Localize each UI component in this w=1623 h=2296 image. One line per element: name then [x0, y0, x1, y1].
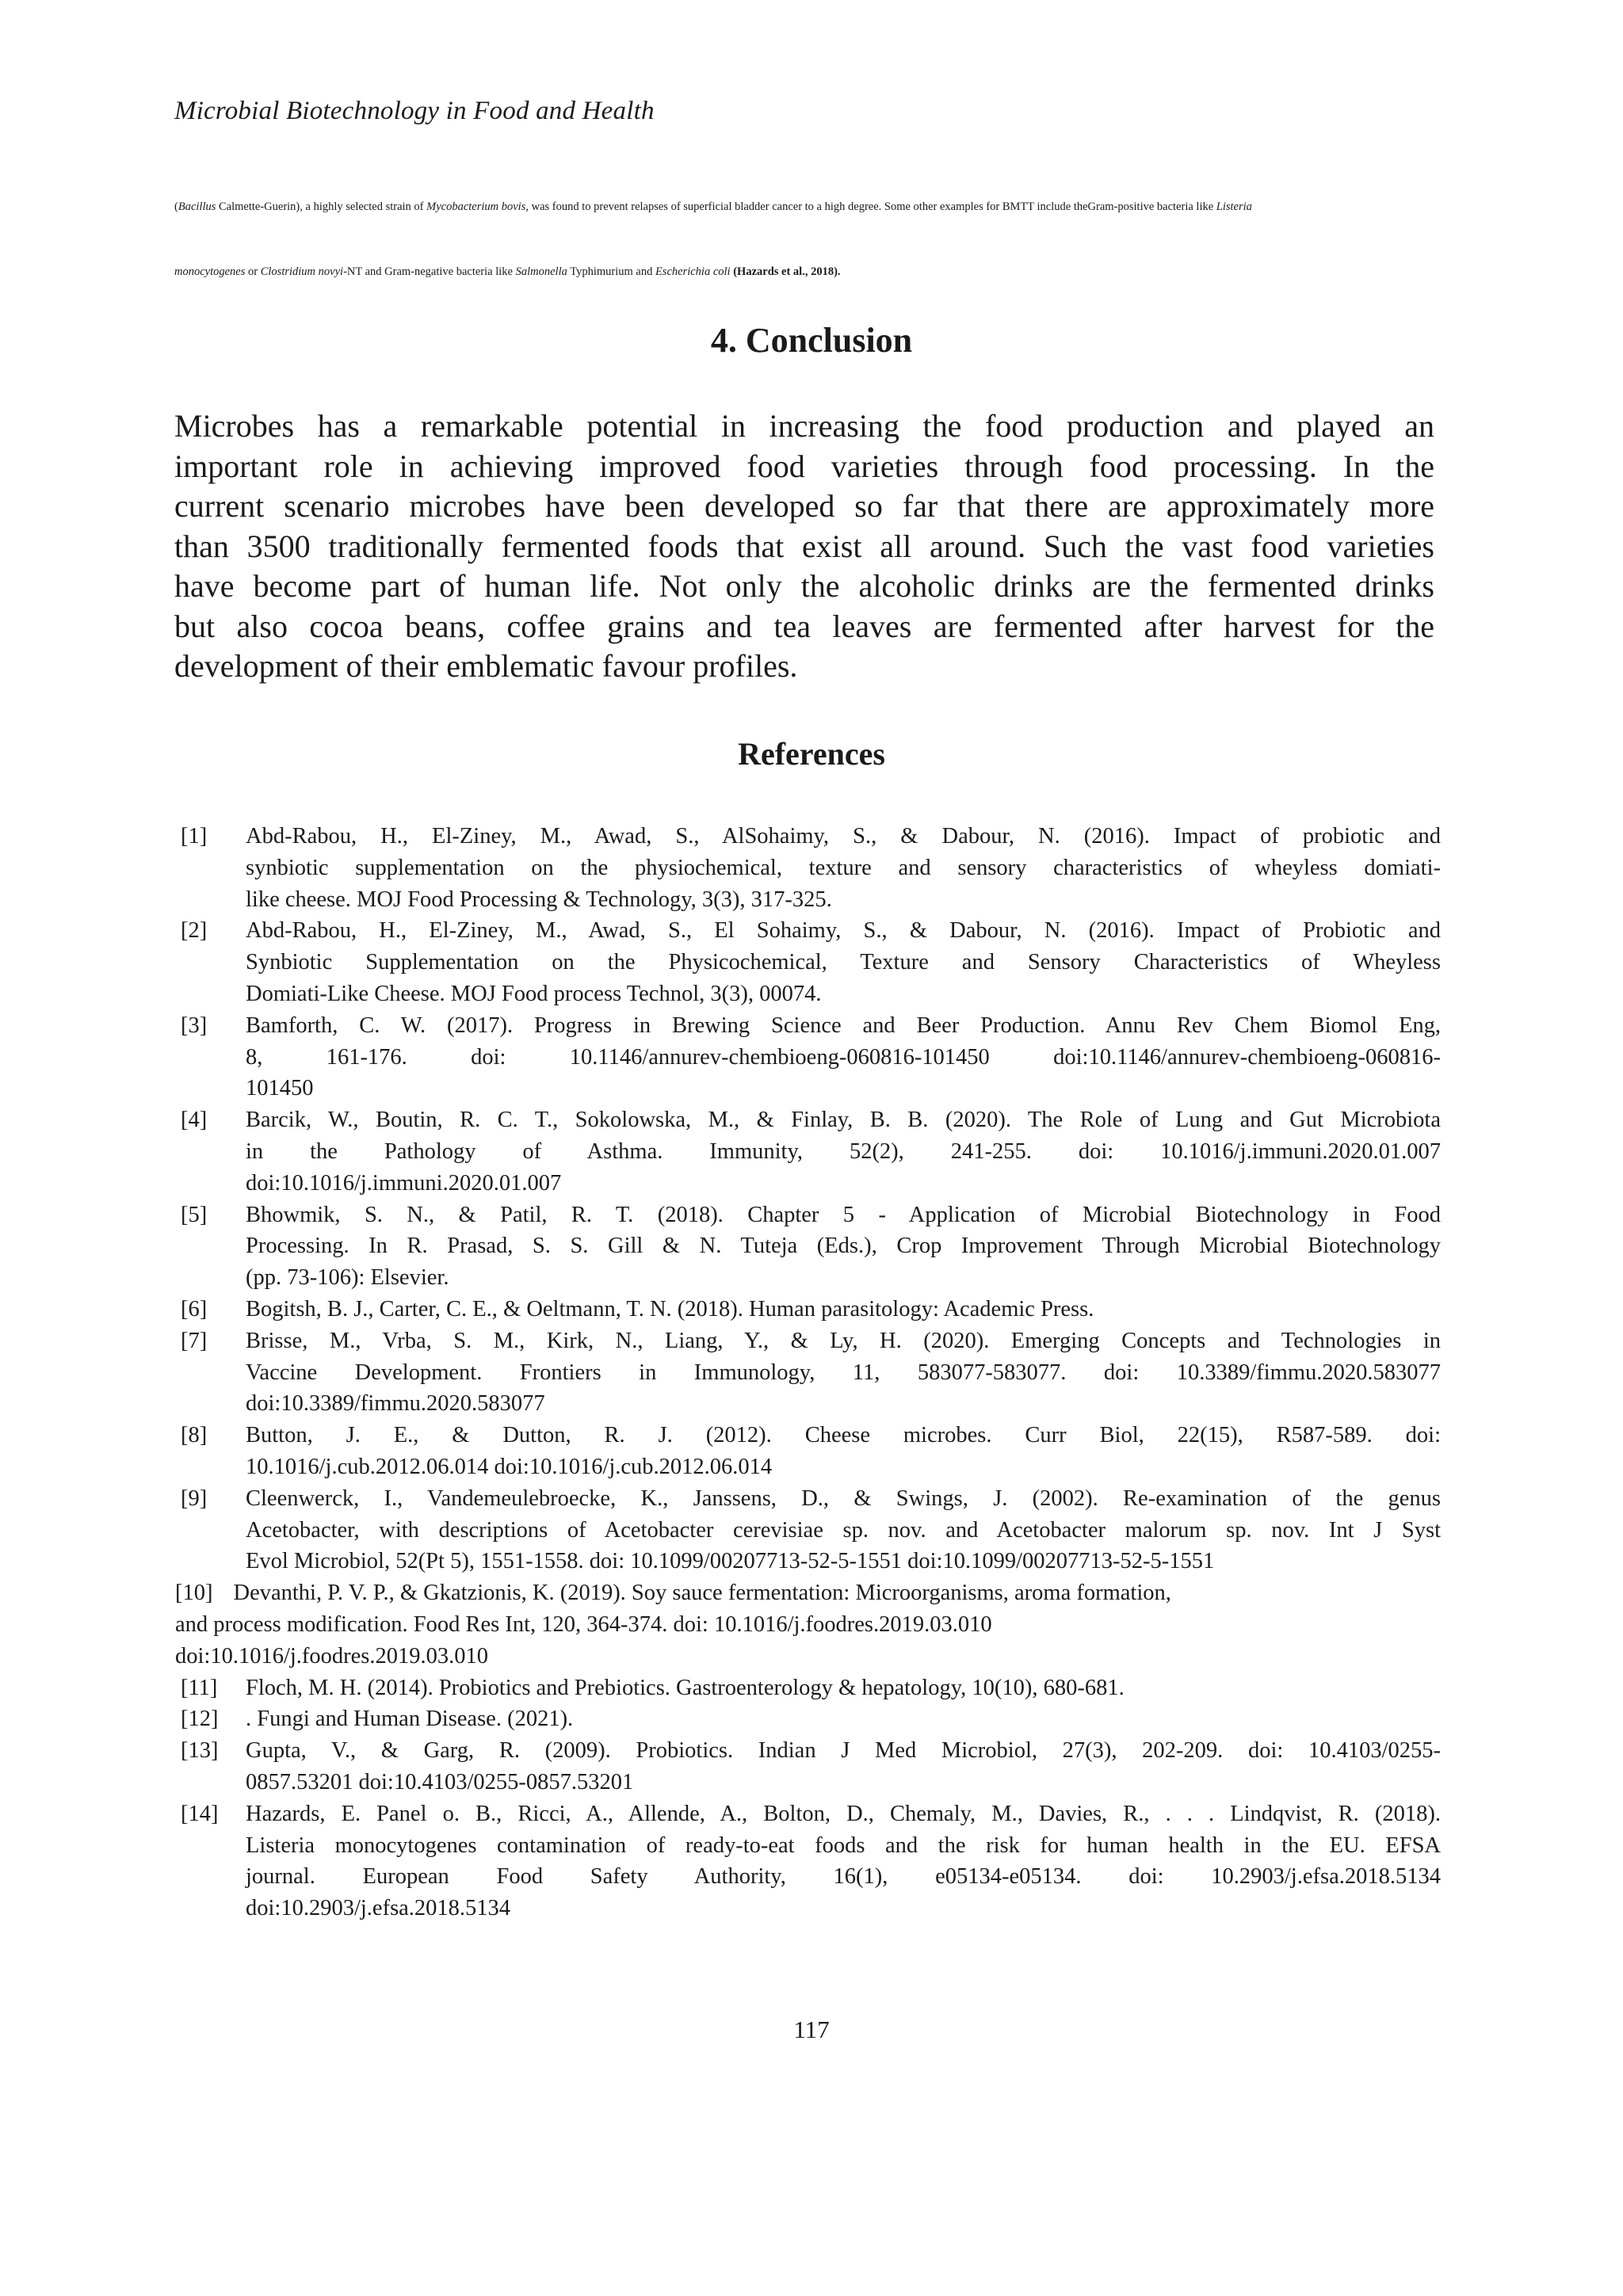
- text-run: Mycobacterium bovis: [426, 200, 526, 213]
- reference-line: Synbiotic Supplementation on the Physicochemical, Texture and Sensory Characteristics of Wheyless: [246, 950, 1441, 975]
- text-run: (: [174, 200, 178, 213]
- conclusion-line: than 3500 traditionally fermented foods that exist all around. Such the vast food varieties: [174, 528, 1434, 564]
- reference-number: [6]: [181, 1296, 208, 1322]
- reference-item: [181, 1325, 1441, 1420]
- reference-line: Bogitsh, B. J., Carter, C. E., & Oeltmann, T. N. (2018). Human parasitology: Academic Press.: [246, 1296, 1094, 1322]
- reference-number: [9]: [181, 1486, 208, 1511]
- reference-line: Abd-Rabou, H., El-Ziney, M., Awad, S., El Sohaimy, S., & Dabour, N. (2016). Impact of Probiotic and: [246, 918, 1441, 944]
- running-header: Microbial Biotechnology in Food and Health: [174, 97, 655, 125]
- reference-number: [2]: [181, 918, 208, 944]
- reference-item: [181, 1703, 1441, 1735]
- reference-number: [11]: [181, 1675, 218, 1700]
- text-run: -NT and Gram-negative bacteria like: [343, 265, 516, 278]
- reference-line: synbiotic supplementation on the physiochemical, texture and sensory characteristics of wheyless domiati-: [246, 855, 1441, 880]
- body-paragraph: [174, 200, 1450, 214]
- reference-text: Devanthi, P. V. P., & Gkatzionis, K. (2019). Soy sauce fermentation: Microorganisms, aroma formation,: [233, 1581, 1171, 1606]
- reference-line: Floch, M. H. (2014). Probiotics and Prebiotics. Gastroenterology & hepatology, 10(10), 680-681.: [246, 1675, 1125, 1700]
- reference-number: [12]: [181, 1707, 219, 1732]
- reference-item: [175, 1577, 1441, 1672]
- reference-line: in the Pathology of Asthma. Immunity, 52(2), 241-255. doi: 10.1016/j.immuni.2020.01.007: [246, 1138, 1441, 1164]
- text-run: , was found to prevent relapses of superficial bladder cancer to a high degree. Some other examples for BMTT include theGram-positive bacteria like: [525, 200, 1216, 213]
- reference-line: doi:10.2903/j.efsa.2018.5134: [246, 1896, 511, 1921]
- reference-line: Bamforth, C. W. (2017). Progress in Brewing Science and Beer Production. Annu Rev Chem Biomol Eng,: [246, 1013, 1441, 1038]
- conclusion-paragraph: [174, 406, 1434, 687]
- reference-number: [5]: [181, 1202, 208, 1227]
- conclusion-line: important role in achieving improved food varieties through food processing. In the: [174, 448, 1434, 484]
- reference-item: [181, 821, 1441, 915]
- text-run: Salmonella: [515, 265, 567, 278]
- reference-line: Evol Microbiol, 52(Pt 5), 1551-1558. doi: 10.1099/00207713-52-5-1551 doi:10.1099/00207713-52-5-1551: [246, 1549, 1215, 1574]
- reference-line: doi:10.1016/j.immuni.2020.01.007: [246, 1170, 562, 1196]
- reference-line: Listeria monocytogenes contamination of ready-to-eat foods and the risk for human health in the EU. EFSA: [246, 1833, 1441, 1858]
- conclusion-line: current scenario microbes have been developed so far that there are approximately more: [174, 488, 1434, 524]
- reference-number: [7]: [181, 1328, 208, 1353]
- reference-number: [14]: [181, 1801, 219, 1826]
- text-run: Clostridium novyi: [260, 265, 344, 278]
- conclusion-line: development of their emblematic favour profiles.: [174, 648, 798, 684]
- reference-line: Bhowmik, S. N., & Patil, R. T. (2018). Chapter 5 - Application of Microbial Biotechnology in Food: [246, 1202, 1441, 1227]
- reference-line: Brisse, M., Vrba, S. M., Kirk, N., Liang, Y., & Ly, H. (2020). Emerging Concepts and Technologies in: [246, 1328, 1441, 1353]
- reference-item: [181, 1010, 1441, 1104]
- reference-line: 10.1016/j.cub.2012.06.014 doi:10.1016/j.cub.2012.06.014: [246, 1454, 773, 1479]
- reference-line: Barcik, W., Boutin, R. C. T., Sokolowska, M., & Finlay, B. B. (2020). The Role of Lung and Gut Microbiota: [246, 1108, 1441, 1133]
- reference-item: [181, 1104, 1441, 1199]
- reference-item: [181, 1672, 1441, 1704]
- reference-line: doi:10.1016/j.foodres.2019.03.010: [175, 1643, 489, 1669]
- reference-item: [181, 1798, 1441, 1924]
- reference-line: 0857.53201 doi:10.4103/0255-0857.53201: [246, 1769, 634, 1794]
- section-heading-conclusion: 4. Conclusion: [710, 321, 913, 360]
- reference-list: [175, 821, 1441, 1924]
- reference-number: [4]: [181, 1108, 208, 1133]
- reference-line: and process modification. Food Res Int, 120, 364-374. doi: 10.1016/j.foodres.2019.03.010: [175, 1611, 992, 1637]
- reference-item: [181, 915, 1441, 1009]
- reference-line: doi:10.3389/fimmu.2020.583077: [246, 1391, 545, 1417]
- reference-item: [181, 1199, 1441, 1294]
- reference-line: like cheese. MOJ Food Processing & Technology, 3(3), 317-325.: [246, 887, 832, 912]
- reference-line: 8, 161-176. doi: 10.1146/annurev-chembioeng-060816-101450 doi:10.1146/annurev-chembioeng-060816-: [246, 1044, 1441, 1070]
- reference-line: Vaccine Development. Frontiers in Immunology, 11, 583077-583077. doi: 10.3389/fimmu.2020.583077: [246, 1360, 1441, 1385]
- text-run: Escherichia coli: [655, 265, 731, 278]
- conclusion-line: Microbes has a remarkable potential in increasing the food production and played an: [174, 408, 1434, 444]
- reference-number: [13]: [181, 1738, 219, 1764]
- reference-line: Hazards, E. Panel o. B., Ricci, A., Allende, A., Bolton, D., Chemaly, M., Davies, R., . . . Lindqvist, R. (2018).: [246, 1801, 1441, 1826]
- reference-item: [181, 1420, 1441, 1483]
- reference-item: [181, 1735, 1441, 1798]
- reference-item: [181, 1294, 1441, 1325]
- conclusion-line: have become part of human life. Not only the alcoholic drinks are the fermented drinks: [174, 568, 1434, 604]
- reference-line: Processing. In R. Prasad, S. S. Gill & N. Tuteja (Eds.), Crop Improvement Through Microbial Biotechnology: [246, 1234, 1441, 1259]
- text-run: Bacillus: [178, 200, 216, 213]
- reference-line: Gupta, V., & Garg, R. (2009). Probiotics. Indian J Med Microbiol, 27(3), 202-209. doi: 10.4103/0255-: [246, 1738, 1441, 1764]
- reference-number: [8]: [181, 1423, 208, 1448]
- reference-line: Acetobacter, with descriptions of Acetobacter cerevisiae sp. nov. and Acetobacter malorum sp. nov. Int J Syst: [246, 1517, 1441, 1543]
- reference-line: (pp. 73-106): Elsevier.: [246, 1265, 449, 1291]
- text-run: Calmette-Guerin), a highly selected strain of: [216, 200, 427, 213]
- reference-line: Domiati-Like Cheese. MOJ Food process Technol, 3(3), 00074.: [246, 981, 822, 1006]
- reference-line: Abd-Rabou, H., El-Ziney, M., Awad, S., AlSohaimy, S., & Dabour, N. (2016). Impact of probiotic and: [246, 824, 1441, 849]
- conclusion-line: but also cocoa beans, coffee grains and tea leaves are fermented after harvest for the: [174, 608, 1434, 644]
- reference-line: Button, J. E., & Dutton, R. J. (2012). Cheese microbes. Curr Biol, 22(15), R587-589. doi:: [246, 1423, 1441, 1448]
- reference-item: [181, 1483, 1441, 1577]
- section-heading-references: References: [738, 736, 885, 772]
- text-run: Typhimurium and: [567, 265, 655, 278]
- text-run: or: [245, 265, 261, 278]
- reference-line: journal. European Food Safety Authority, 16(1), e05134-e05134. doi: 10.2903/j.efsa.2018.5134: [246, 1864, 1441, 1890]
- reference-line: . Fungi and Human Disease. (2021).: [246, 1707, 574, 1732]
- reference-line: [175, 1577, 1441, 1609]
- reference-line: 101450: [246, 1076, 314, 1101]
- reference-number: [10]: [175, 1581, 213, 1606]
- reference-line: Cleenwerck, I., Vandemeulebroecke, K., Janssens, D., & Swings, J. (2002). Re-examination of the genus: [246, 1486, 1441, 1511]
- reference-number: [1]: [181, 824, 208, 849]
- body-paragraph: [174, 265, 1450, 279]
- page-number: 117: [793, 2016, 830, 2043]
- text-run: (Hazards et al., 2018).: [733, 265, 841, 278]
- text-run: Listeria: [1216, 200, 1252, 213]
- text-run: monocytogenes: [174, 265, 246, 278]
- reference-number: [3]: [181, 1013, 208, 1038]
